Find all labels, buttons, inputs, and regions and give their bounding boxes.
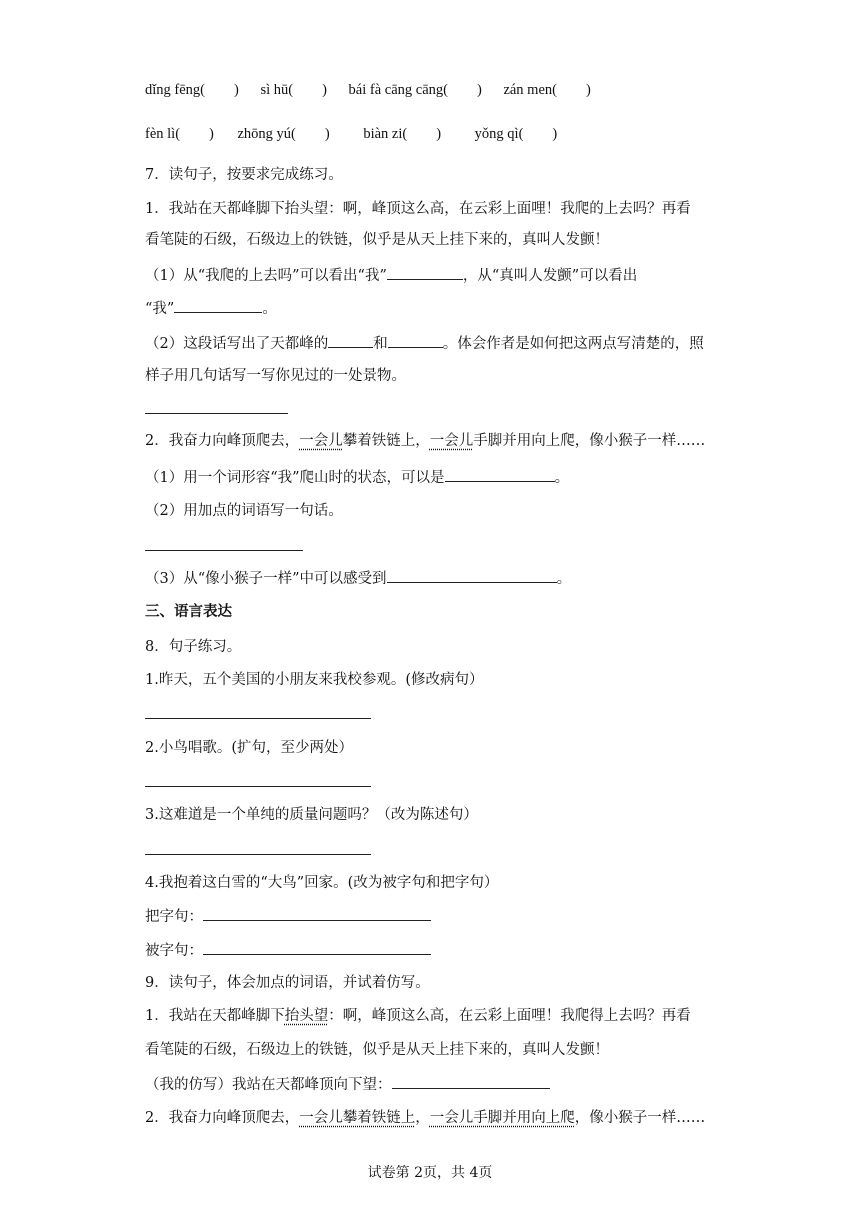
q8-item-4: 4.我抱着这白雪的“大鸟”回家。(改为被字句和把字句） bbox=[145, 875, 499, 891]
q8-item-3: 3.这难道是一个单纯的质量问题吗？（改为陈述句） bbox=[145, 807, 478, 823]
pinyin-item: zán men( ) bbox=[503, 82, 591, 98]
q7-s1-q1-cont bbox=[145, 298, 277, 319]
q7-s2-text: 手脚并用向上爬，像小猴子一样…… bbox=[473, 433, 706, 449]
answer-blank[interactable] bbox=[203, 940, 431, 955]
q7-s1-q1-text: ，从“真叫人发颤”可以看出 bbox=[462, 268, 638, 284]
q8-title: 8．句子练习。 bbox=[145, 639, 242, 655]
q9-s1-line1 bbox=[145, 1006, 691, 1026]
pinyin-item: dǐng fēng( ) bbox=[145, 82, 239, 98]
q8-item-1: 1.昨天，五个美国的小朋友来我校参观。(修改病句） bbox=[145, 672, 484, 688]
pinyin-item: yǒng qì( ) bbox=[474, 126, 558, 142]
q7-s1-q2-text: （2）这段话写出了天都峰的 bbox=[145, 336, 329, 352]
answer-blank[interactable] bbox=[387, 265, 463, 280]
q9-s2-text: ，像小猴子一样…… bbox=[574, 1110, 706, 1126]
q7-s1-line2: 看笔陡的石级，石级边上的铁链，似乎是从天上挂下来的，真叫人发颤！ bbox=[145, 232, 609, 248]
answer-line[interactable] bbox=[145, 786, 371, 787]
q7-s2-q1-text: 。 bbox=[554, 470, 570, 486]
q7-s2-q3-text: 。 bbox=[556, 571, 572, 587]
q7-s1-q2-cont: 样子用几句话写一写你见过的一处景物。 bbox=[145, 368, 406, 384]
section-heading: 三、语言表达 bbox=[145, 604, 232, 620]
dotted-word bbox=[299, 1110, 415, 1126]
q7-s1-q2 bbox=[145, 333, 704, 354]
pinyin-item: biàn zi( ) bbox=[363, 126, 442, 142]
page-footer: 试卷第 2页，共 4页 bbox=[367, 1165, 493, 1181]
q9-s2-text: ， bbox=[415, 1110, 430, 1126]
q9-s2 bbox=[145, 1108, 705, 1128]
q9-s1-text: 1．我站在天都峰脚下 bbox=[145, 1008, 285, 1024]
answer-blank[interactable] bbox=[174, 298, 262, 313]
q7-s1-q1 bbox=[145, 265, 637, 286]
answer-blank[interactable] bbox=[203, 906, 431, 921]
q9-imitation bbox=[145, 1074, 550, 1095]
q9-s1-line2: 看笔陡的石级，石级边上的铁链，似乎是从天上挂下来的，真叫人发颤！ bbox=[145, 1042, 609, 1058]
pinyin-item: bái fà cāng cāng( ) bbox=[348, 82, 482, 98]
answer-line[interactable] bbox=[145, 854, 371, 855]
pinyin-item: zhōng yú( ) bbox=[237, 126, 330, 142]
answer-line[interactable] bbox=[145, 413, 288, 414]
q7-s2-q3 bbox=[145, 568, 571, 589]
ba-sentence bbox=[145, 906, 431, 927]
ba-label: 把字句： bbox=[145, 909, 203, 925]
q7-s2-dot1: 一会儿 bbox=[299, 433, 343, 449]
q7-s2-q3-text: （3）从“像小猴子一样”中可以感受到 bbox=[145, 571, 387, 587]
dotted-word bbox=[430, 433, 474, 449]
bei-sentence bbox=[145, 940, 431, 961]
answer-blank[interactable] bbox=[445, 467, 555, 482]
q7-s2-text: 攀着铁链上， bbox=[342, 433, 430, 449]
q7-s2-dot2: 一会儿 bbox=[429, 433, 474, 449]
q7-s1-line1: 1．我站在天都峰脚下抬头望：啊，峰顶这么高，在云彩上面哩！我爬的上去吗？再看 bbox=[145, 201, 691, 217]
q9-imitation-label: （我的仿写）我站在天都峰顶向下望： bbox=[145, 1077, 392, 1093]
q9-s1-dot: 抬头望 bbox=[284, 1008, 329, 1024]
dotted-word bbox=[430, 1110, 575, 1126]
answer-line[interactable] bbox=[145, 550, 303, 551]
q9-s2-dot1: 一会儿攀着铁链上 bbox=[299, 1110, 416, 1126]
dotted-word bbox=[285, 1008, 329, 1024]
q7-s1-q2-text: 和 bbox=[373, 336, 388, 352]
answer-blank[interactable] bbox=[387, 568, 557, 583]
q7-title: 7．读句子，按要求完成练习。 bbox=[145, 167, 343, 183]
q7-s1-q1-text: “我” bbox=[145, 301, 175, 317]
pinyin-row-2 bbox=[145, 124, 575, 144]
answer-blank[interactable] bbox=[388, 333, 443, 348]
q9-s2-dot2: 一会儿手脚并用向上爬 bbox=[429, 1110, 575, 1126]
pinyin-item: sì hū( ) bbox=[260, 82, 327, 98]
q7-s2-text: 2．我奋力向峰顶爬去， bbox=[145, 433, 300, 449]
pinyin-item: fèn lì( ) bbox=[145, 126, 214, 142]
answer-blank[interactable] bbox=[392, 1074, 550, 1089]
q9-s1-text: ：啊，峰顶这么高，在云彩上面哩！我爬得上去吗？再看 bbox=[328, 1008, 691, 1024]
q7-s2-q1 bbox=[145, 467, 569, 488]
q9-title: 9．读句子，体会加点的词语，并试着仿写。 bbox=[145, 975, 430, 991]
q9-s2-text: 2．我奋力向峰顶爬去， bbox=[145, 1110, 300, 1126]
q7-s2-q1-text: （1）用一个词形容“我”爬山时的状态，可以是 bbox=[145, 470, 445, 486]
bei-label: 被字句： bbox=[145, 943, 203, 959]
q7-s2-q2: （2）用加点的词语写一句话。 bbox=[145, 503, 343, 519]
answer-line[interactable] bbox=[145, 718, 371, 719]
q8-item-2: 2.小鸟唱歌。(扩句，至少两处） bbox=[145, 740, 353, 756]
q7-s1-q1-text: （1）从“我爬的上去吗”可以看出“我” bbox=[145, 268, 387, 284]
q7-s2 bbox=[145, 431, 705, 451]
pinyin-row-1 bbox=[145, 80, 609, 100]
q7-s1-q2-text: 。体会作者是如何把这两点写清楚的，照 bbox=[442, 336, 704, 352]
q7-s1-q1-text: 。 bbox=[262, 301, 277, 317]
answer-blank[interactable] bbox=[328, 333, 373, 348]
dotted-word bbox=[299, 433, 343, 449]
